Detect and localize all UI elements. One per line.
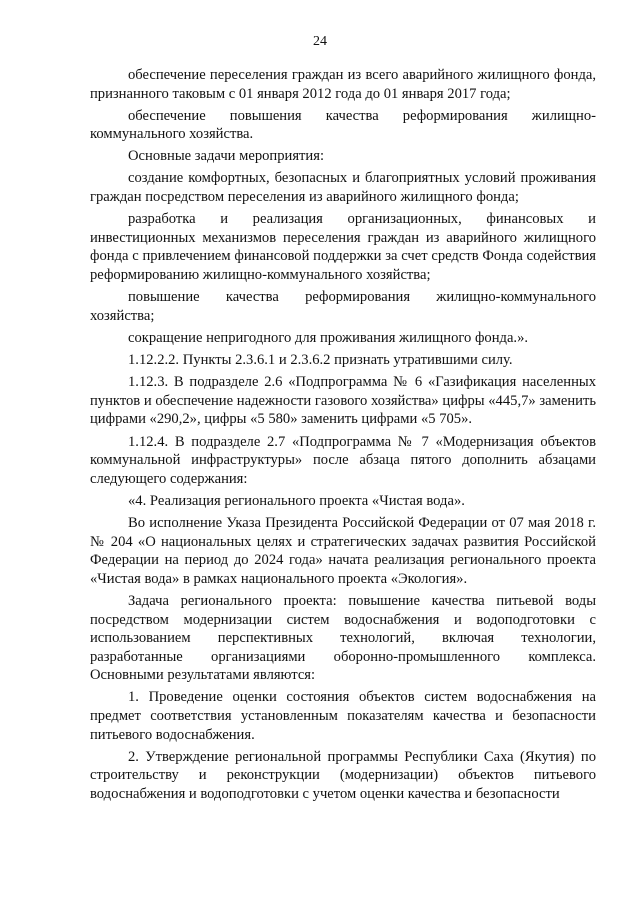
paragraph: 1.12.3. В подразделе 2.6 «Подпрограмма № 6 «Газификация населенных пунктов и обеспечение надежности газового хозяйства» цифры «445,7» заменить цифрами «290,2», цифры «5 580» заменить цифрами «5 705». [90,373,596,428]
paragraph: 1.12.4. В подразделе 2.7 «Подпрограмма № 7 «Модернизация объектов коммунальной инфраструктуры» после абзаца пятого дополнить абзацами следующего содержания: [90,433,596,487]
paragraph: обеспечение повышения качества реформирования жилищно-коммунального хозяйства. [90,107,596,143]
paragraph: обеспечение переселения граждан из всего аварийного жилищного фонда, признанного таковым с 01 января 2012 года до 01 января 2017 года; [90,67,596,102]
page-number: 24 [313,34,327,49]
paragraph: 1.12.2.2. Пункты 2.3.6.1 и 2.3.6.2 признать утратившими силу. [128,351,513,368]
paragraph: 1. Проведение оценки состояния объектов систем водоснабжения на предмет соответствия установленным показателям качества и безопасности питьевого водоснабжения. [90,689,596,743]
paragraph: создание комфортных, безопасных и благоприятных условий проживания граждан посредством переселения из аварийного жилищного фонда; [90,170,596,206]
document-body [90,66,596,807]
paragraph: повышение качества реформирования жилищно-коммунального хозяйства; [90,289,596,324]
paragraph: Во исполнение Указа Президента Российской Федерации от 07 мая 2018 г. № 204 «О национальных целях и стратегических задачах развития Российской Федерации на период до 2024 года» начата реализация регионального проекта «Чистая вода» в рамках национального проекта «Экология». [90,515,596,587]
paragraph: Задача регионального проекта: повышение качества питьевой воды посредством модернизации систем водоснабжения и водоподготовки с использованием перспективных технологий, включая технологии, разработанные организациями оборонно-промышленного комплекса. Основными результатами являются: [90,592,596,684]
paragraph: сокращение непригодного для проживания жилищного фонда.». [128,329,529,346]
paragraph: разработка и реализация организационных, финансовых и инвестиционных механизмов переселения граждан из аварийного жилищного фонда с привлечением финансовой поддержки за счет средств Фонда содействия реформированию жилищно-коммунального хозяйства; [90,211,596,283]
paragraph: Основные задачи мероприятия: [128,148,325,165]
paragraph: «4. Реализация регионального проекта «Чистая вода». [128,492,465,509]
paragraph: 2. Утверждение региональной программы Республики Саха (Якутия) по строительству и реконструкции (модернизации) объектов питьевого водоснабжения и водоподготовки с учетом оценки качества и безопасности [90,748,596,802]
